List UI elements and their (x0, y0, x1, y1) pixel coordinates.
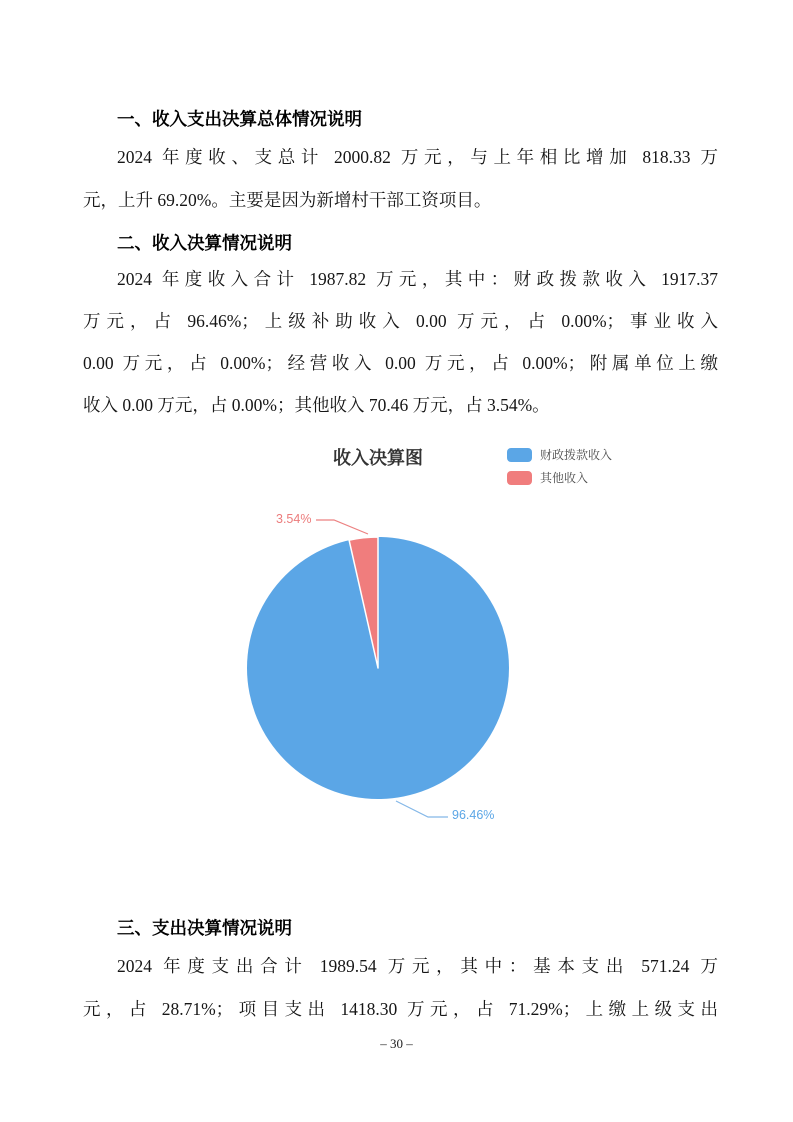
section2-paragraph-line3: 0.00 万元，占 0.00%；经营收入 0.00 万元，占 0.00%；附属单位上缴 (83, 353, 718, 373)
section1-paragraph-line1: 2024 年度收、支总计 2000.82 万元，与上年相比增加 818.33 万 (117, 147, 718, 167)
section3-paragraph-line2: 元，占 28.71%；项目支出 1418.30 万元，占 71.29%；上缴上级支出 (83, 999, 718, 1019)
legend-label-other: 其他收入 (540, 471, 589, 485)
section2-heading: 二、收入决算情况说明 (117, 233, 292, 253)
section2-paragraph-line1: 2024 年度收入合计 1987.82 万元，其中：财政拨款收入 1917.37 (117, 269, 718, 289)
legend-label-fiscal: 财政拨款收入 (540, 448, 613, 462)
page-number: – 30 – (380, 1036, 413, 1051)
leader-line-fiscal (396, 801, 448, 817)
section2-paragraph-line4: 收入 0.00 万元，占 0.00%；其他收入 70.46 万元，占 3.54%。 (83, 395, 550, 415)
chart-title: 收入决算图 (333, 448, 423, 468)
pie-label-fiscal: 96.46% (452, 808, 495, 822)
section3-heading: 三、支出决算情况说明 (117, 918, 292, 938)
section1-paragraph-line2: 元，上升 69.20%。主要是因为新增村干部工资项目。 (83, 190, 492, 210)
section3-paragraph-line1: 2024 年度支出合计 1989.54 万元，其中：基本支出 571.24 万 (117, 956, 718, 976)
section2-paragraph-line2: 万元，占 96.46%；上级补助收入 0.00 万元，占 0.00%；事业收入 (83, 311, 718, 331)
pie-label-other: 3.54% (276, 512, 312, 526)
income-pie-chart (210, 430, 590, 860)
leader-line-other (316, 520, 368, 534)
section1-heading: 一、收入支出决算总体情况说明 (117, 109, 362, 129)
